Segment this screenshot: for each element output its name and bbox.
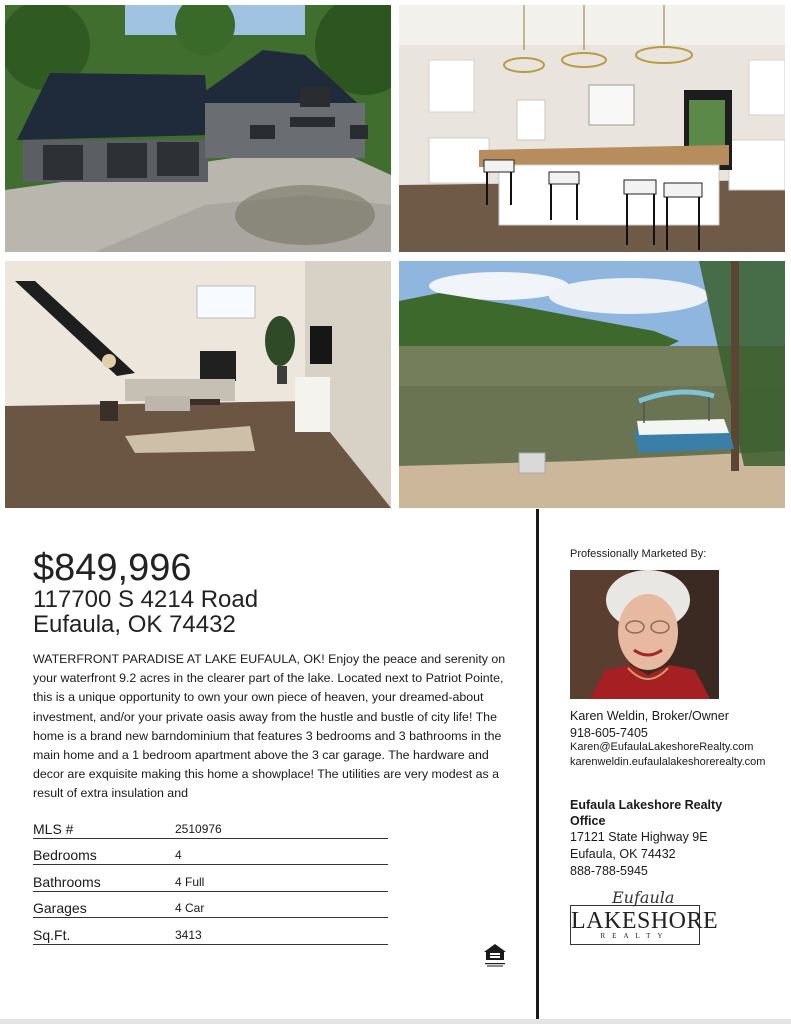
fact-value: 3413 [175, 927, 202, 942]
page-bottom-rule [0, 1019, 791, 1024]
address-line-1: 117700 S 4214 Road [33, 586, 259, 613]
logo-main-text: LAKESHORE [571, 908, 719, 934]
logo-sub-text: REALTY [600, 932, 670, 940]
fact-label: Bedrooms [33, 847, 97, 863]
agent-phone[interactable]: 918-605-7405 [570, 726, 648, 740]
agent-email[interactable]: Karen@EufaulaLakeshoreRealty.com [570, 741, 754, 753]
agent-website[interactable]: karenweldin.eufaulalakeshorerealty.com [570, 756, 766, 768]
exterior-photo [5, 5, 391, 252]
brokerage-logo [568, 888, 719, 948]
fact-row-mls [33, 812, 388, 839]
fact-row-bedrooms [33, 839, 388, 866]
fact-value: 2510976 [175, 821, 222, 836]
equal-housing-opportunity-icon [482, 942, 508, 968]
agent-avatar [570, 570, 719, 699]
office-phone[interactable]: 888-788-5945 [570, 864, 648, 878]
fact-value: 4 [175, 848, 182, 862]
address-line-2: Eufaula, OK 74432 [33, 611, 236, 638]
column-divider [536, 509, 539, 1020]
office-street: 17121 State Highway 9E [570, 830, 708, 844]
listing-price: $849,996 [33, 547, 192, 589]
office-city: Eufaula, OK 74432 [570, 847, 676, 861]
fact-row-garages [33, 892, 388, 919]
kitchen-photo [399, 5, 785, 252]
living-room-photo [5, 261, 391, 508]
property-facts-table [33, 812, 388, 945]
fact-row-sqft [33, 918, 388, 945]
fact-label: MLS # [33, 820, 74, 837]
fact-row-bathrooms [33, 865, 388, 892]
fact-label: Sq.Ft. [33, 926, 71, 943]
lake-photo [399, 261, 785, 508]
fact-value: 4 Car [175, 901, 205, 915]
fact-label: Bathrooms [33, 873, 101, 890]
fact-value: 4 Full [175, 874, 205, 889]
listing-description: WATERFRONT PARADISE AT LAKE EUFAULA, OK! Enjoy the peace and serenity on your waterfront 9.2 acres in the clearer part of the lake. Located next to Patriot Pointe, this is a unique opportunity to own your own piece of heaven, your dreamed-about investment, and/or your private oasis away from the hustle and bustle of city life! The home is a brand new barndominium that features 3 bedrooms and 3 bathrooms in the main home and a 1 bedroom apartment above the 3 car garage. The hardware and decor are exquisite making this home a showplace! The utilities are very modest as a result of extra insulation and [33, 652, 506, 800]
logo-frame [570, 905, 719, 945]
fact-label: Garages [33, 900, 87, 916]
agent-name: Karen Weldin, Broker/Owner [570, 709, 729, 723]
marketed-by-label: Professionally Marketed By: [570, 548, 707, 560]
logo-script-text: Eufaula [612, 888, 675, 907]
office-name: Eufaula Lakeshore Realty Office [570, 798, 723, 828]
